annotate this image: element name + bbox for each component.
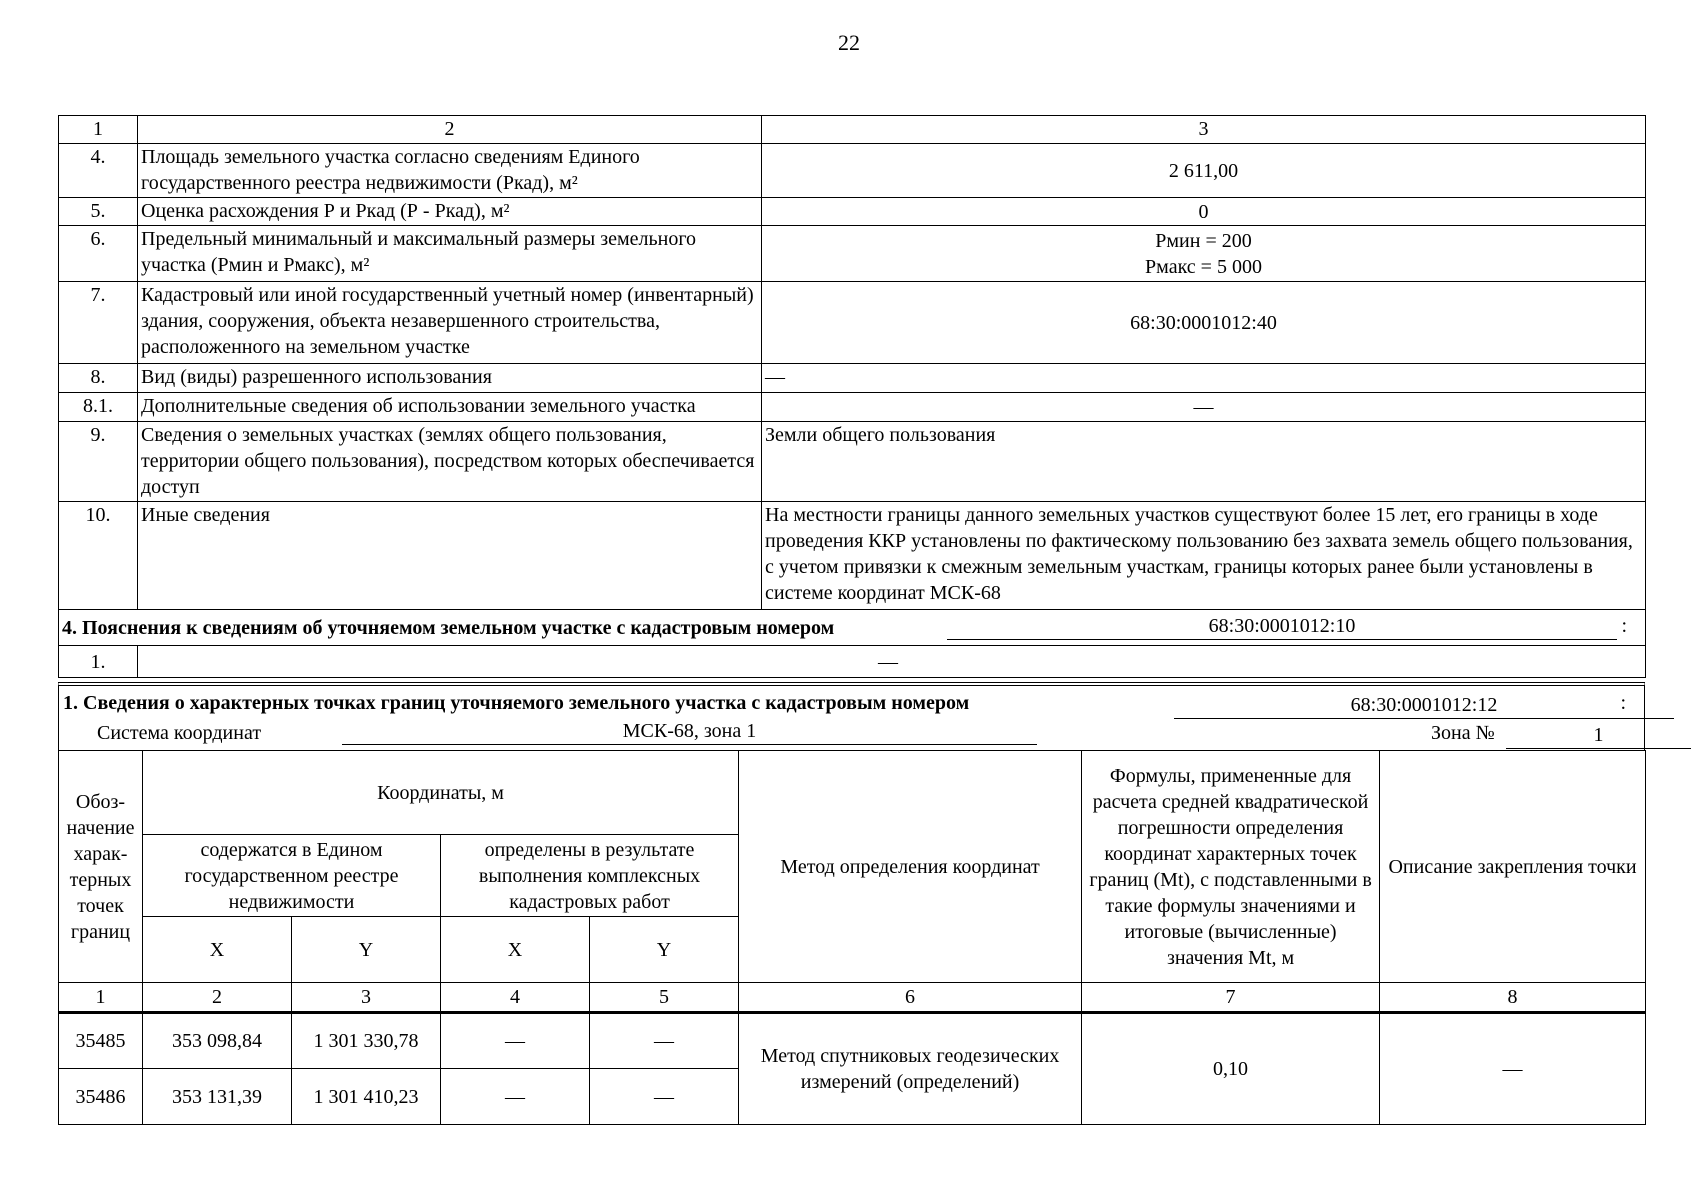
col-header: 1 [59,116,138,144]
row-value: — [138,646,1646,678]
row-number: 1. [59,646,138,678]
row-number: 8. [59,364,138,393]
table-row [59,226,1646,282]
colon: : [1620,692,1626,714]
row-number: 9. [59,422,138,502]
row-value: 68:30:0001012:40 [762,282,1646,364]
table-row [59,502,1646,610]
header-y: Y [292,917,441,983]
table-row [59,393,1646,422]
row-label: Иные сведения [138,502,762,610]
col-number: 3 [292,983,441,1013]
col-number: 5 [590,983,739,1013]
table-row [59,646,1646,678]
section-1-title: 1. Сведения о характерных точках границ уточняемого земельного участка с кадастровым номером [63,692,970,714]
table-row [59,1013,1646,1069]
points-table [58,750,1646,1125]
coord-system-label: Система координат [97,722,262,744]
section-4-cadastral-number: 68:30:0001012:10 [947,613,1617,640]
row-value [762,226,1646,282]
row-label: Кадастровый или иной государственный учетный номер (инвентарный) здания, сооружения, объекта незавершенного строительства, расположенного на земельном участке [138,282,762,364]
y-kkr: — [590,1013,739,1069]
header-method: Метод определения координат [739,751,1082,983]
row-label: Предельный минимальный и максимальный размеры земельного участка (Рмин и Рмакс), м² [138,226,762,282]
table-row [59,282,1646,364]
zone-value: 1 [1506,722,1691,749]
row-value: Земли общего пользования [762,422,1646,502]
table-row [59,364,1646,393]
zone-label: Зона № [1431,722,1495,744]
row-label: Дополнительные сведения об использовании земельного участка [138,393,762,422]
row-value: — [762,393,1646,422]
row-number: 4. [59,144,138,198]
col-number: 4 [441,983,590,1013]
x-kkr: — [441,1069,590,1125]
header-kkr: определены в результате выполнения комплексных кадастровых работ [441,835,739,917]
fixing-description: — [1380,1013,1646,1125]
x-kkr: — [441,1013,590,1069]
mt-value: 0,10 [1082,1013,1380,1125]
header-egrn: содержатся в Едином государственном реестре недвижимости [143,835,441,917]
info-table [58,115,1646,678]
section-1-cadastral-number: 68:30:0001012:12 [1174,692,1674,719]
row-number: 6. [59,226,138,282]
header-formulas: Формулы, примененные для расчета средней квадратической погрешности определения координат характерных точек границ (Mt), с подставленными в такие формулы значениями и итоговые (вычисленные) значения Mt, м [1082,751,1380,983]
x-egrn: 353 098,84 [143,1013,292,1069]
section-1-header [58,682,1645,750]
col-header: 3 [762,116,1646,144]
table-header-row [59,116,1646,144]
table-row [59,422,1646,502]
col-number: 8 [1380,983,1646,1013]
row-label: Площадь земельного участка согласно сведениям Единого государственного реестра недвижимости (Ркад), м² [138,144,762,198]
header-y: Y [590,917,739,983]
point-designation: 35485 [59,1013,143,1069]
row-label: Оценка расхождения Р и Ркад (Р - Ркад), м² [138,198,762,226]
y-kkr: — [590,1069,739,1125]
table-row [59,144,1646,198]
section-4-title: 4. Пояснения к сведениям об уточняемом земельном участке с кадастровым номером [62,616,835,639]
row-value: На местности границы данного земельных участков существуют более 15 лет, его границы в ходе проведения ККР установлены по фактическому пользованию без захвата земель общего пользования, с учетом привязки к смежным земельным участкам, границы которых ранее были установлены в системе координат МСК-68 [762,502,1646,610]
row-value: 2 611,00 [762,144,1646,198]
page-number: 22 [838,30,860,55]
x-egrn: 353 131,39 [143,1069,292,1125]
row-number: 8.1. [59,393,138,422]
row-label: Вид (виды) разрешенного использования [138,364,762,393]
colon: : [1621,615,1627,637]
point-designation: 35486 [59,1069,143,1125]
col-header: 2 [138,116,762,144]
min-size-value: Рмин = 200 [1155,229,1252,252]
col-number: 1 [59,983,143,1013]
col-number: 6 [739,983,1082,1013]
row-number: 7. [59,282,138,364]
y-egrn: 1 301 410,23 [292,1069,441,1125]
row-value: — [762,364,1646,393]
header-coordinates: Координаты, м [143,751,739,835]
table-row [59,198,1646,226]
method: Метод спутниковых геодезических измерений (определений) [739,1013,1082,1125]
header-description: Описание закрепления точки [1380,751,1646,983]
column-number-row [59,983,1646,1013]
col-number: 7 [1082,983,1380,1013]
row-number: 10. [59,502,138,610]
max-size-value: Рмакс = 5 000 [1145,255,1262,278]
row-number: 5. [59,198,138,226]
section-4-header-row [59,610,1646,646]
header-x: X [143,917,292,983]
y-egrn: 1 301 330,78 [292,1013,441,1069]
coord-system-value: МСК-68, зона 1 [342,718,1037,745]
header-x: X [441,917,590,983]
row-label: Сведения о земельных участках (землях общего пользования, территории общего пользования), посредством которых обеспечивается доступ [138,422,762,502]
header-designation: Обоз-начение харак-терных точек границ [59,751,143,983]
col-number: 2 [143,983,292,1013]
row-value: 0 [762,198,1646,226]
